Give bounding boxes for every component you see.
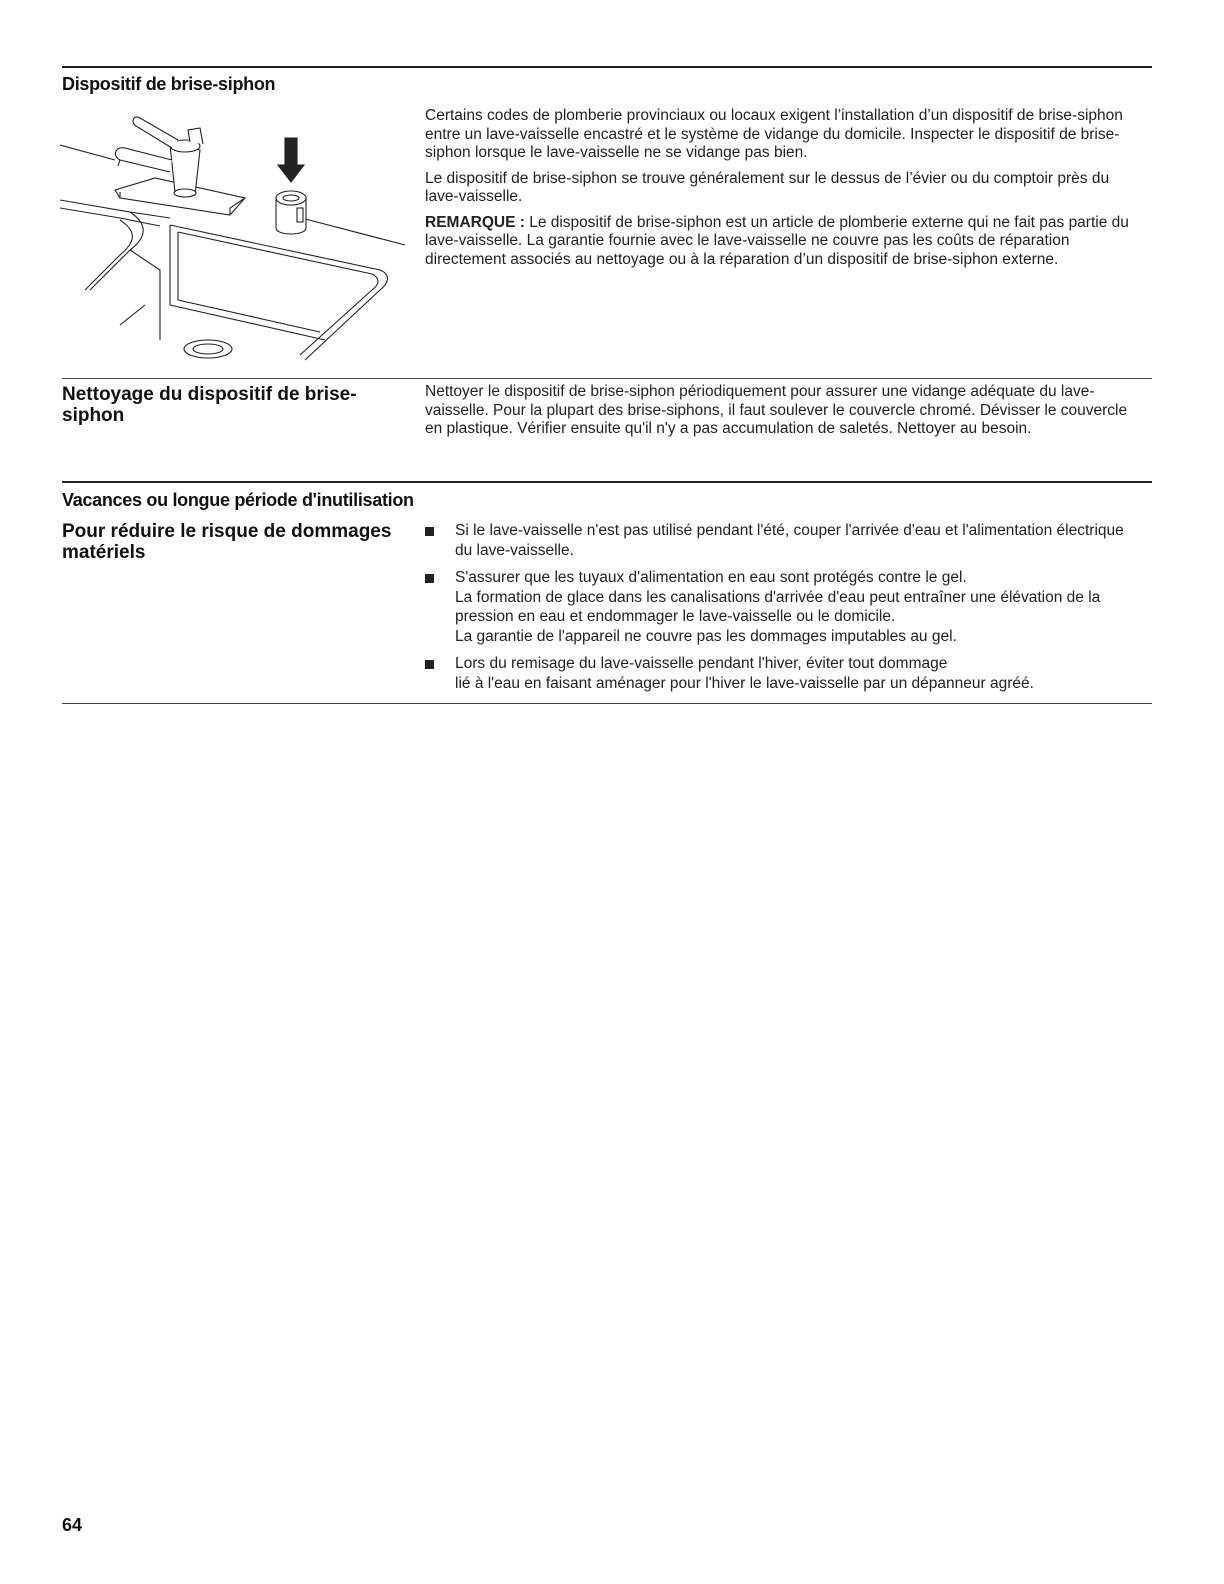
vacation-title: Vacances ou longue période d'inutilisation — [62, 490, 414, 510]
bullet-text: S'assurer que les tuyaux d'alimentation en eau sont protégés contre le gel. — [455, 569, 967, 586]
brise-siphon-description — [425, 107, 1145, 276]
bullet-text: La formation de glace dans les canalisations d'arrivée d'eau peut entraîner une élévation de la pression en eau et endommager le lave-vaisselle ou le domicile. — [455, 588, 1101, 625]
section-title-brise-siphon: Dispositif de brise-siphon — [62, 74, 276, 94]
cleaning-title: Nettoyage du dispositif de brise-siphon — [62, 384, 357, 426]
note-label: REMARQUE : — [425, 213, 525, 231]
sink-air-gap-illustration — [60, 100, 410, 370]
bullet-text: Lors du remisage du lave-vaisselle pendant l'hiver, éviter tout dommage — [455, 655, 948, 672]
paragraph: Certains codes de plomberie provinciaux ou locaux exigent l’installation d’un dispositif de brise-siphon entre un lave-vaisselle encastré et le système de vidange du domicile. Inspecter le dispositif de brise-siphon lorsque le lave-vaisselle ne se vidange pas bien. — [425, 107, 1123, 161]
note-paragraph — [425, 214, 1145, 270]
note-text: Le dispositif de brise-siphon est un article de plomberie externe qui ne fait pas partie du lave-vaisselle. La garantie fournie avec le lave-vaisselle ne couvre pas les coûts de réparation directement associés au nettoyage ou à la réparation d’un dispositif de brise-siphon externe. — [425, 213, 1129, 268]
bottom-rule — [62, 703, 1152, 704]
cleaning-text: Nettoyer le dispositif de brise-siphon périodiquement pour assurer une vidange adéquate du lave-vaisselle. Pour la plupart des brise-siphons, il faut soulever le couvercle chromé. Dévisser le couvercle en plastique. Vérifier ensuite qu'il n'y a pas accumulation de saletés. Nettoyer au besoin. — [425, 383, 1128, 437]
counter-edge-line — [60, 145, 115, 160]
list-item — [425, 568, 1145, 646]
divider-rule — [62, 378, 1152, 379]
bullet-square-icon — [425, 660, 434, 669]
top-rule — [62, 66, 1152, 68]
paragraph: Le dispositif de brise-siphon se trouve généralement sur le dessus de l’évier ou du comptoir près du lave-vaisselle. — [425, 169, 1110, 205]
section-rule — [62, 481, 1152, 483]
list-item — [425, 521, 1145, 560]
list-item — [425, 654, 1145, 693]
damage-risk-subtitle: Pour réduire le risque de dommages matériels — [62, 521, 392, 563]
page-number: 64 — [62, 1515, 83, 1535]
counter-edge-line — [290, 215, 405, 245]
bullet-text: Si le lave-vaisselle n'est pas utilisé pendant l'été, couper l'arrivée d'eau et l'alimentation électrique du lave-vaisselle. — [455, 522, 1124, 559]
vacation-bullet-list — [425, 521, 1145, 701]
bullet-text: lié à l'eau en faisant aménager pour l'hiver le lave-vaisselle par un dépanneur agréé. — [455, 674, 1034, 692]
bullet-text: La garantie de l'appareil ne couvre pas les dommages imputables au gel. — [455, 627, 957, 645]
bullet-square-icon — [425, 574, 434, 583]
bullet-square-icon — [425, 527, 434, 536]
